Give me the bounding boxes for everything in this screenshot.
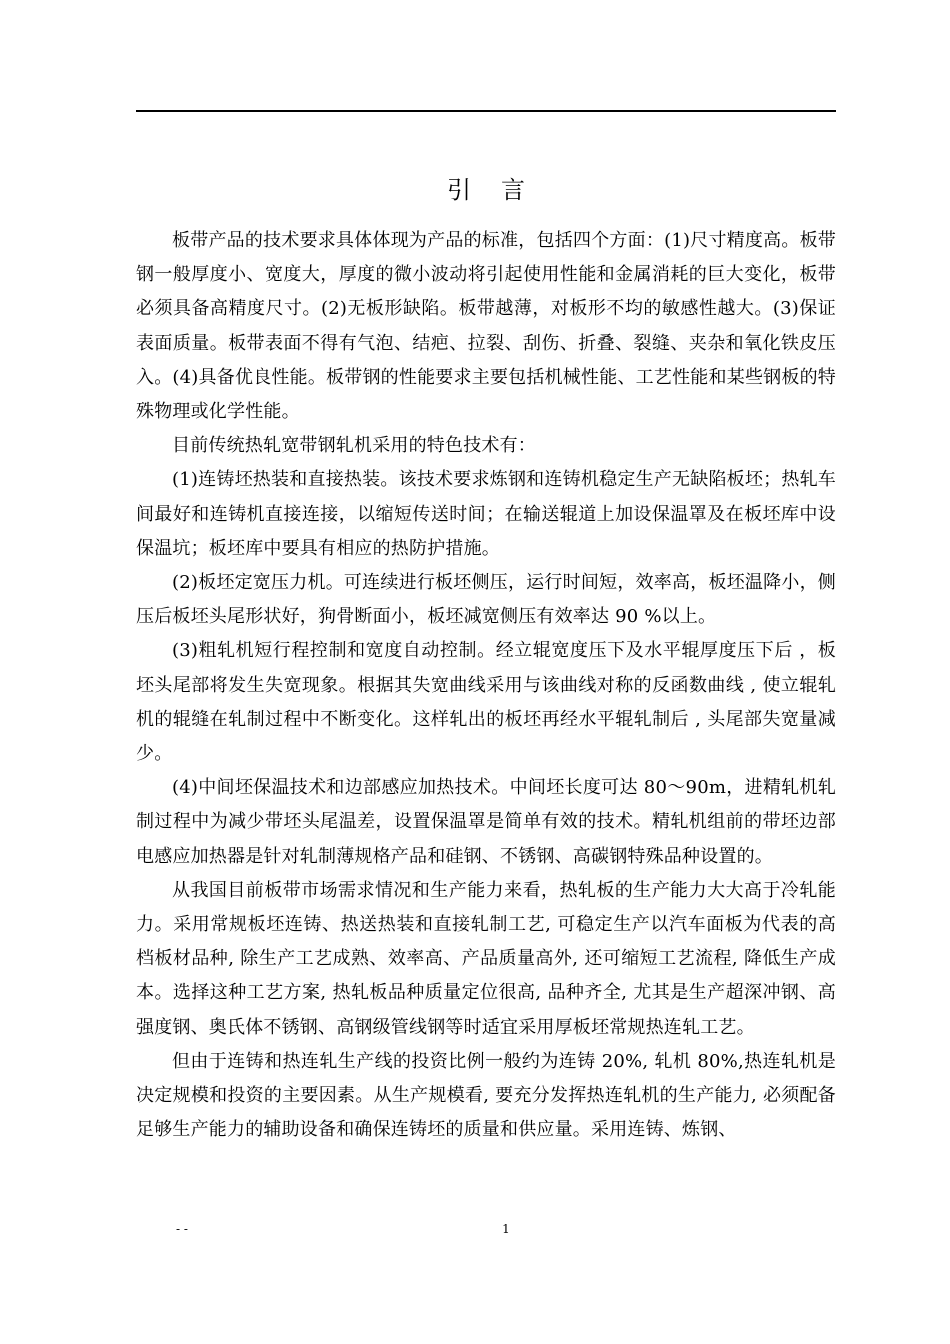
paragraph-market: 从我国目前板带市场需求情况和生产能力来看，热轧板的生产能力大大高于冷轧能力。采用常规板坯连铸、热送热装和直接轧制工艺, 可稳定生产以汽车面板为代表的高档板材品种, 除生产工艺成熟、效率高、产品质量高外, 还可缩短工艺流程, 降低生产成本。选择这种工艺方案, 热轧板品种质量定位很高, 品种齐全, 尤其是生产超深冲钢、高强度钢、奥氏体不锈钢、高钢级管线钢等时适宜采用厚板坯常规热连轧工艺。 bbox=[136, 879, 836, 1038]
paragraph-tech-2: (2)板坯定宽压力机。可连续进行板坯侧压，运行时间短，效率高，板坯温降小，侧压后板坯头尾形状好，狗骨断面小，板坯减宽侧压有效率达 90 %以上。 bbox=[136, 572, 836, 628]
paragraph-tech-list-heading: 目前传统热轧宽带钢轧机采用的特色技术有： bbox=[172, 435, 536, 457]
header-rule bbox=[136, 110, 836, 112]
paragraph-intro: 板带产品的技术要求具体体现为产品的标准，包括四个方面：(1)尺寸精度高。板带钢一般厚度小、宽度大，厚度的微小波动将引起使用性能和金属消耗的巨大变化，板带必须具备高精度尺寸。(2)无板形缺陷。板带越薄，对板形不均的敏感性越大。(3)保证表面质量。板带表面不得有气泡、结疤、拉裂、刮伤、折叠、裂缝、夹杂和氧化铁皮压入。(4)具备优良性能。板带钢的性能要求主要包括机械性能、工艺性能和某些钢板的特殊物理或化学性能。 bbox=[136, 230, 836, 423]
body-text bbox=[136, 224, 836, 1147]
paragraph-investment: 但由于连铸和热连轧生产线的投资比例一般约为连铸 20%, 轧机 80%,热连轧机是决定规模和投资的主要因素。从生产规模看, 要充分发挥热连轧机的生产能力, 必须配备足够生产能力的辅助设备和确保连铸坯的质量和供应量。采用连铸、炼钢、 bbox=[136, 1050, 836, 1141]
page-number: 1 bbox=[502, 1222, 510, 1236]
paragraph-tech-3: (3)粗轧机短行程控制和宽度自动控制。经立辊宽度压下及水平辊厚度压下后 ，板坯头尾部将发生失宽现象。根据其失宽曲线采用与该曲线对称的反函数曲线 , 使立辊轧机的辊缝在轧制过程中不断变化。这样轧出的板坯再经水平辊轧制后 , 头尾部失宽量减少。 bbox=[136, 640, 836, 765]
paragraph-tech-1: (1)连铸坯热装和直接热装。该技术要求炼钢和连铸机稳定生产无缺陷板坯；热轧车间最好和连铸机直接连接，以缩短传送时间；在输送辊道上加设保温罩及在板坯库中设保温坑；板坯库中要具有相应的热防护措施。 bbox=[136, 469, 836, 559]
footer-left-mark: - - bbox=[176, 1222, 188, 1236]
page-title: 引言 bbox=[447, 176, 555, 204]
paragraph-tech-4: (4)中间坯保温技术和边部感应加热技术。中间坯长度可达 80～90m，进精轧机轧制过程中为减少带坯头尾温差，设置保温罩是简单有效的技术。精轧机组前的带坯边部电感应加热器是针对轧制薄规格产品和硅钢、不锈钢、高碳钢特殊品种设置的。 bbox=[136, 777, 836, 867]
